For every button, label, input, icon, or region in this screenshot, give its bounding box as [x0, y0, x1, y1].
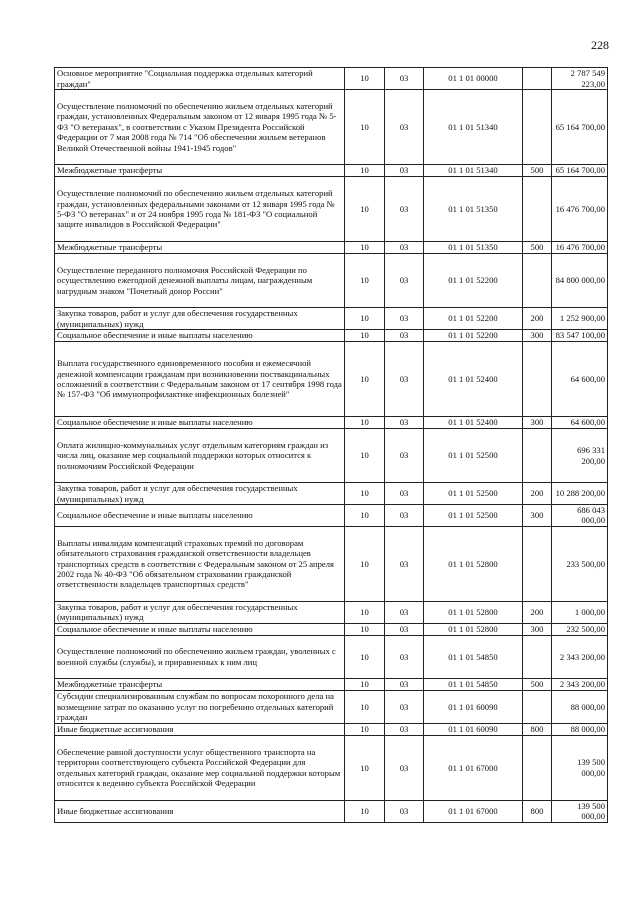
- row-subsection-cell: 03: [385, 526, 424, 601]
- row-subsection-cell: 03: [385, 68, 424, 90]
- row-name-cell: Выплаты инвалидам компенсаций страховых премий по договорам обязательного страхования гражданской ответственности владельцев транспортных средств в соответствии с Федеральным законом от 25 апреля 2002 года № 40-ФЗ "Об обязательном страховании гражданской ответственности владельцев транспортных средств": [55, 526, 345, 601]
- row-amount-cell: 88 000,00: [552, 690, 608, 723]
- row-name-cell: Оплата жилищно-коммунальных услуг отдельным категориям граждан из числа лиц, оказание мер социальной поддержки которых относится к полномочиям Российской Федерации: [55, 429, 345, 483]
- table-row: [55, 177, 608, 242]
- row-section-cell: 10: [345, 330, 385, 342]
- row-section-cell: 10: [345, 800, 385, 822]
- row-expense-type-cell: 200: [523, 483, 552, 505]
- table-row: [55, 165, 608, 177]
- row-expense-type-cell: 800: [523, 800, 552, 822]
- row-expense-type-cell: 500: [523, 165, 552, 177]
- row-expense-type-cell: [523, 68, 552, 90]
- row-expense-type-cell: [523, 526, 552, 601]
- table-row: [55, 735, 608, 800]
- table-row: [55, 800, 608, 822]
- row-target-article-cell: 01 1 01 54850: [424, 678, 523, 690]
- row-subsection-cell: 03: [385, 735, 424, 800]
- row-expense-type-cell: [523, 254, 552, 308]
- table-row: [55, 254, 608, 308]
- row-subsection-cell: 03: [385, 342, 424, 417]
- row-section-cell: 10: [345, 505, 385, 527]
- row-amount-cell: 64 600,00: [552, 342, 608, 417]
- table-row: [55, 342, 608, 417]
- row-subsection-cell: 03: [385, 800, 424, 822]
- row-amount-cell: 10 288 200,00: [552, 483, 608, 505]
- table-row: [55, 601, 608, 623]
- row-name-cell: Закупка товаров, работ и услуг для обеспечения государственных (муниципальных) нужд: [55, 308, 345, 330]
- row-amount-cell: 88 000,00: [552, 723, 608, 735]
- row-target-article-cell: 01 1 01 67000: [424, 735, 523, 800]
- table-row: [55, 429, 608, 483]
- row-expense-type-cell: 300: [523, 505, 552, 527]
- row-section-cell: 10: [345, 526, 385, 601]
- row-expense-type-cell: 300: [523, 417, 552, 429]
- row-target-article-cell: 01 1 01 67000: [424, 800, 523, 822]
- row-section-cell: 10: [345, 254, 385, 308]
- row-name-cell: Обеспечение равной доступности услуг общественного транспорта на территории соответствующего субъекта Российской Федерации для отдельных категорий граждан, оказание мер социальной поддержки которым относится к ведению субъекта Российской Федерации: [55, 735, 345, 800]
- row-amount-cell: 16 476 700,00: [552, 177, 608, 242]
- row-target-article-cell: 01 1 01 00000: [424, 68, 523, 90]
- row-target-article-cell: 01 1 01 52500: [424, 505, 523, 527]
- row-amount-cell: 84 800 000,00: [552, 254, 608, 308]
- row-name-cell: Выплата государственного единовременного пособия и ежемесячной денежной компенсации гражданам при возникновении поствакцинальных осложнений в соответствии с Федеральным законом от 17 сентября 1998 года № 157-ФЗ "Об иммунопрофилактике инфекционных болезней": [55, 342, 345, 417]
- row-target-article-cell: 01 1 01 54850: [424, 635, 523, 678]
- row-subsection-cell: 03: [385, 635, 424, 678]
- row-expense-type-cell: [523, 177, 552, 242]
- table-row: [55, 417, 608, 429]
- row-target-article-cell: 01 1 01 52500: [424, 429, 523, 483]
- row-section-cell: 10: [345, 723, 385, 735]
- row-subsection-cell: 03: [385, 242, 424, 254]
- row-name-cell: Осуществление полномочий по обеспечению жильем граждан, уволенных с военной службы (службы), и приравненных к ним лиц: [55, 635, 345, 678]
- row-amount-cell: 696 331 200,00: [552, 429, 608, 483]
- row-name-cell: Осуществление переданного полномочия Российской Федерации по осуществлению ежегодной денежной выплаты лицам, награжденным нагрудным знаком "Почетный донор России": [55, 254, 345, 308]
- row-target-article-cell: 01 1 01 51340: [424, 165, 523, 177]
- row-subsection-cell: 03: [385, 308, 424, 330]
- row-section-cell: 10: [345, 417, 385, 429]
- budget-table-body: [55, 68, 608, 823]
- row-amount-cell: 2 787 549 223,00: [552, 68, 608, 90]
- row-name-cell: Закупка товаров, работ и услуг для обеспечения государственных (муниципальных) нужд: [55, 483, 345, 505]
- row-expense-type-cell: 500: [523, 678, 552, 690]
- row-expense-type-cell: [523, 635, 552, 678]
- row-expense-type-cell: [523, 90, 552, 165]
- row-expense-type-cell: [523, 735, 552, 800]
- row-subsection-cell: 03: [385, 429, 424, 483]
- row-expense-type-cell: 800: [523, 723, 552, 735]
- table-row: [55, 690, 608, 723]
- row-amount-cell: 232 500,00: [552, 623, 608, 635]
- row-section-cell: 10: [345, 623, 385, 635]
- row-amount-cell: 65 164 700,00: [552, 90, 608, 165]
- table-row: [55, 505, 608, 527]
- row-amount-cell: 64 600,00: [552, 417, 608, 429]
- row-section-cell: 10: [345, 68, 385, 90]
- row-subsection-cell: 03: [385, 505, 424, 527]
- row-amount-cell: 233 500,00: [552, 526, 608, 601]
- row-subsection-cell: 03: [385, 165, 424, 177]
- row-name-cell: Социальное обеспечение и иные выплаты населению: [55, 505, 345, 527]
- row-amount-cell: 65 164 700,00: [552, 165, 608, 177]
- row-expense-type-cell: 200: [523, 601, 552, 623]
- row-expense-type-cell: 200: [523, 308, 552, 330]
- row-section-cell: 10: [345, 429, 385, 483]
- row-subsection-cell: 03: [385, 90, 424, 165]
- row-section-cell: 10: [345, 308, 385, 330]
- table-row: [55, 723, 608, 735]
- row-name-cell: Социальное обеспечение и иные выплаты населению: [55, 330, 345, 342]
- table-row: [55, 623, 608, 635]
- row-name-cell: Закупка товаров, работ и услуг для обеспечения государственных (муниципальных) нужд: [55, 601, 345, 623]
- table-row: [55, 242, 608, 254]
- row-name-cell: Основное мероприятие "Социальная поддержка отдельных категорий граждан": [55, 68, 345, 90]
- table-row: [55, 68, 608, 90]
- row-subsection-cell: 03: [385, 483, 424, 505]
- row-section-cell: 10: [345, 177, 385, 242]
- row-target-article-cell: 01 1 01 52800: [424, 601, 523, 623]
- row-subsection-cell: 03: [385, 601, 424, 623]
- row-expense-type-cell: [523, 690, 552, 723]
- row-section-cell: 10: [345, 735, 385, 800]
- row-section-cell: 10: [345, 342, 385, 417]
- row-section-cell: 10: [345, 242, 385, 254]
- row-expense-type-cell: [523, 429, 552, 483]
- row-expense-type-cell: 300: [523, 330, 552, 342]
- table-row: [55, 526, 608, 601]
- row-target-article-cell: 01 1 01 51350: [424, 242, 523, 254]
- row-amount-cell: 16 476 700,00: [552, 242, 608, 254]
- row-target-article-cell: 01 1 01 52500: [424, 483, 523, 505]
- row-section-cell: 10: [345, 601, 385, 623]
- table-row: [55, 635, 608, 678]
- row-name-cell: Межбюджетные трансферты: [55, 678, 345, 690]
- row-target-article-cell: 01 1 01 52400: [424, 342, 523, 417]
- row-target-article-cell: 01 1 01 52400: [424, 417, 523, 429]
- row-target-article-cell: 01 1 01 52800: [424, 623, 523, 635]
- row-target-article-cell: 01 1 01 52200: [424, 254, 523, 308]
- budget-table: [54, 67, 608, 823]
- page-number: 228: [591, 38, 609, 52]
- row-amount-cell: 2 343 200,00: [552, 678, 608, 690]
- row-subsection-cell: 03: [385, 723, 424, 735]
- row-subsection-cell: 03: [385, 330, 424, 342]
- row-name-cell: Социальное обеспечение и иные выплаты населению: [55, 623, 345, 635]
- row-amount-cell: 139 500 000,00: [552, 800, 608, 822]
- row-expense-type-cell: 300: [523, 623, 552, 635]
- row-amount-cell: 83 547 100,00: [552, 330, 608, 342]
- row-target-article-cell: 01 1 01 52200: [424, 330, 523, 342]
- table-row: [55, 90, 608, 165]
- row-section-cell: 10: [345, 635, 385, 678]
- row-amount-cell: 686 043 000,00: [552, 505, 608, 527]
- row-section-cell: 10: [345, 483, 385, 505]
- table-row: [55, 678, 608, 690]
- row-section-cell: 10: [345, 690, 385, 723]
- row-amount-cell: 1 000,00: [552, 601, 608, 623]
- row-target-article-cell: 01 1 01 51350: [424, 177, 523, 242]
- row-name-cell: Межбюджетные трансферты: [55, 165, 345, 177]
- row-subsection-cell: 03: [385, 690, 424, 723]
- row-section-cell: 10: [345, 678, 385, 690]
- row-name-cell: Субсидии специализированным службам по вопросам похоронного дела на возмещение затрат по оказанию услуг по погребению отдельных категорий граждан: [55, 690, 345, 723]
- row-amount-cell: 1 252 900,00: [552, 308, 608, 330]
- row-amount-cell: 139 500 000,00: [552, 735, 608, 800]
- row-target-article-cell: 01 1 01 51340: [424, 90, 523, 165]
- row-name-cell: Осуществление полномочий по обеспечению жильем отдельных категорий граждан, установленных федеральными законами от 12 января 1995 года № 5-ФЗ "О ветеранах" и от 24 ноября 1995 года № 181-ФЗ "О социальной защите инвалидов в Российской Федерации": [55, 177, 345, 242]
- table-row: [55, 308, 608, 330]
- table-row: [55, 483, 608, 505]
- row-section-cell: 10: [345, 90, 385, 165]
- row-amount-cell: 2 343 200,00: [552, 635, 608, 678]
- row-subsection-cell: 03: [385, 177, 424, 242]
- row-subsection-cell: 03: [385, 623, 424, 635]
- table-row: [55, 330, 608, 342]
- row-name-cell: Иные бюджетные ассигнования: [55, 723, 345, 735]
- row-expense-type-cell: 500: [523, 242, 552, 254]
- row-name-cell: Социальное обеспечение и иные выплаты населению: [55, 417, 345, 429]
- row-target-article-cell: 01 1 01 60090: [424, 723, 523, 735]
- row-name-cell: Межбюджетные трансферты: [55, 242, 345, 254]
- row-section-cell: 10: [345, 165, 385, 177]
- row-target-article-cell: 01 1 01 52200: [424, 308, 523, 330]
- row-name-cell: Осуществление полномочий по обеспечению жильем отдельных категорий граждан, установленных Федеральным законом от 12 января 1995 года № 5-ФЗ "О ветеранах", в соответствии с Указом Президента Российской Федерации от 7 мая 2008 года № 714 "Об обеспечении жильем ветеранов Великой Отечественной войны 1941-1945 годов": [55, 90, 345, 165]
- row-target-article-cell: 01 1 01 52800: [424, 526, 523, 601]
- row-subsection-cell: 03: [385, 254, 424, 308]
- row-target-article-cell: 01 1 01 60090: [424, 690, 523, 723]
- row-expense-type-cell: [523, 342, 552, 417]
- row-subsection-cell: 03: [385, 678, 424, 690]
- row-subsection-cell: 03: [385, 417, 424, 429]
- row-name-cell: Иные бюджетные ассигнования: [55, 800, 345, 822]
